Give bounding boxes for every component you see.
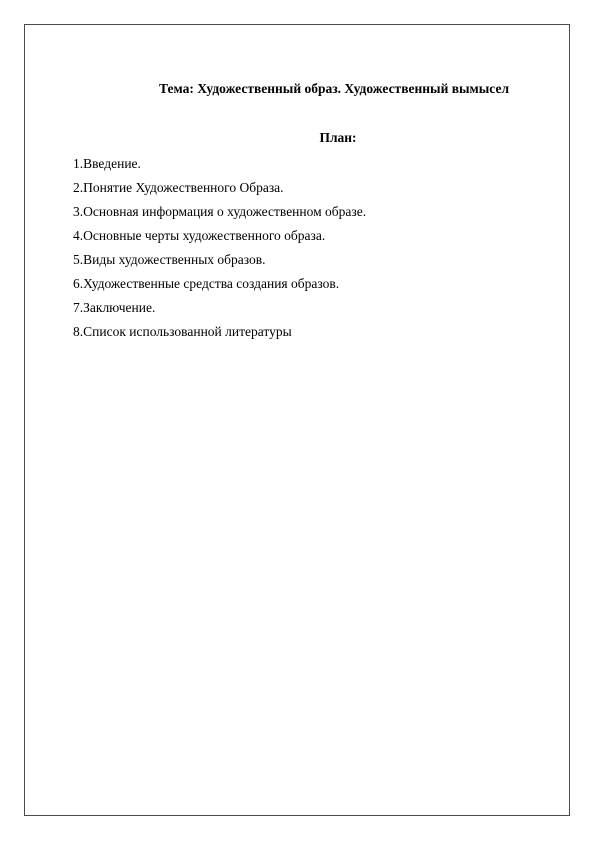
plan-item-concept: 2.Понятие Художественного Образа. (73, 180, 284, 195)
plan-item-references: 8.Список использованной литературы (73, 324, 292, 339)
plan-item-conclusion: 7.Заключение. (73, 300, 156, 315)
plan-item-means: 6.Художественные средства создания образов. (73, 276, 340, 291)
plan-item-types: 5.Виды художественных образов. (73, 252, 266, 267)
plan-item-main-features: 4.Основные черты художественного образа. (73, 228, 326, 243)
plan-list (73, 152, 366, 344)
plan-item-basic-info: 3.Основная информация о художественном образе. (73, 204, 367, 219)
plan-heading: План: (319, 130, 357, 145)
plan-item-introduction: 1.Введение. (73, 156, 141, 171)
document-title: Тема: Художественный образ. Художественный вымысел (158, 81, 510, 96)
